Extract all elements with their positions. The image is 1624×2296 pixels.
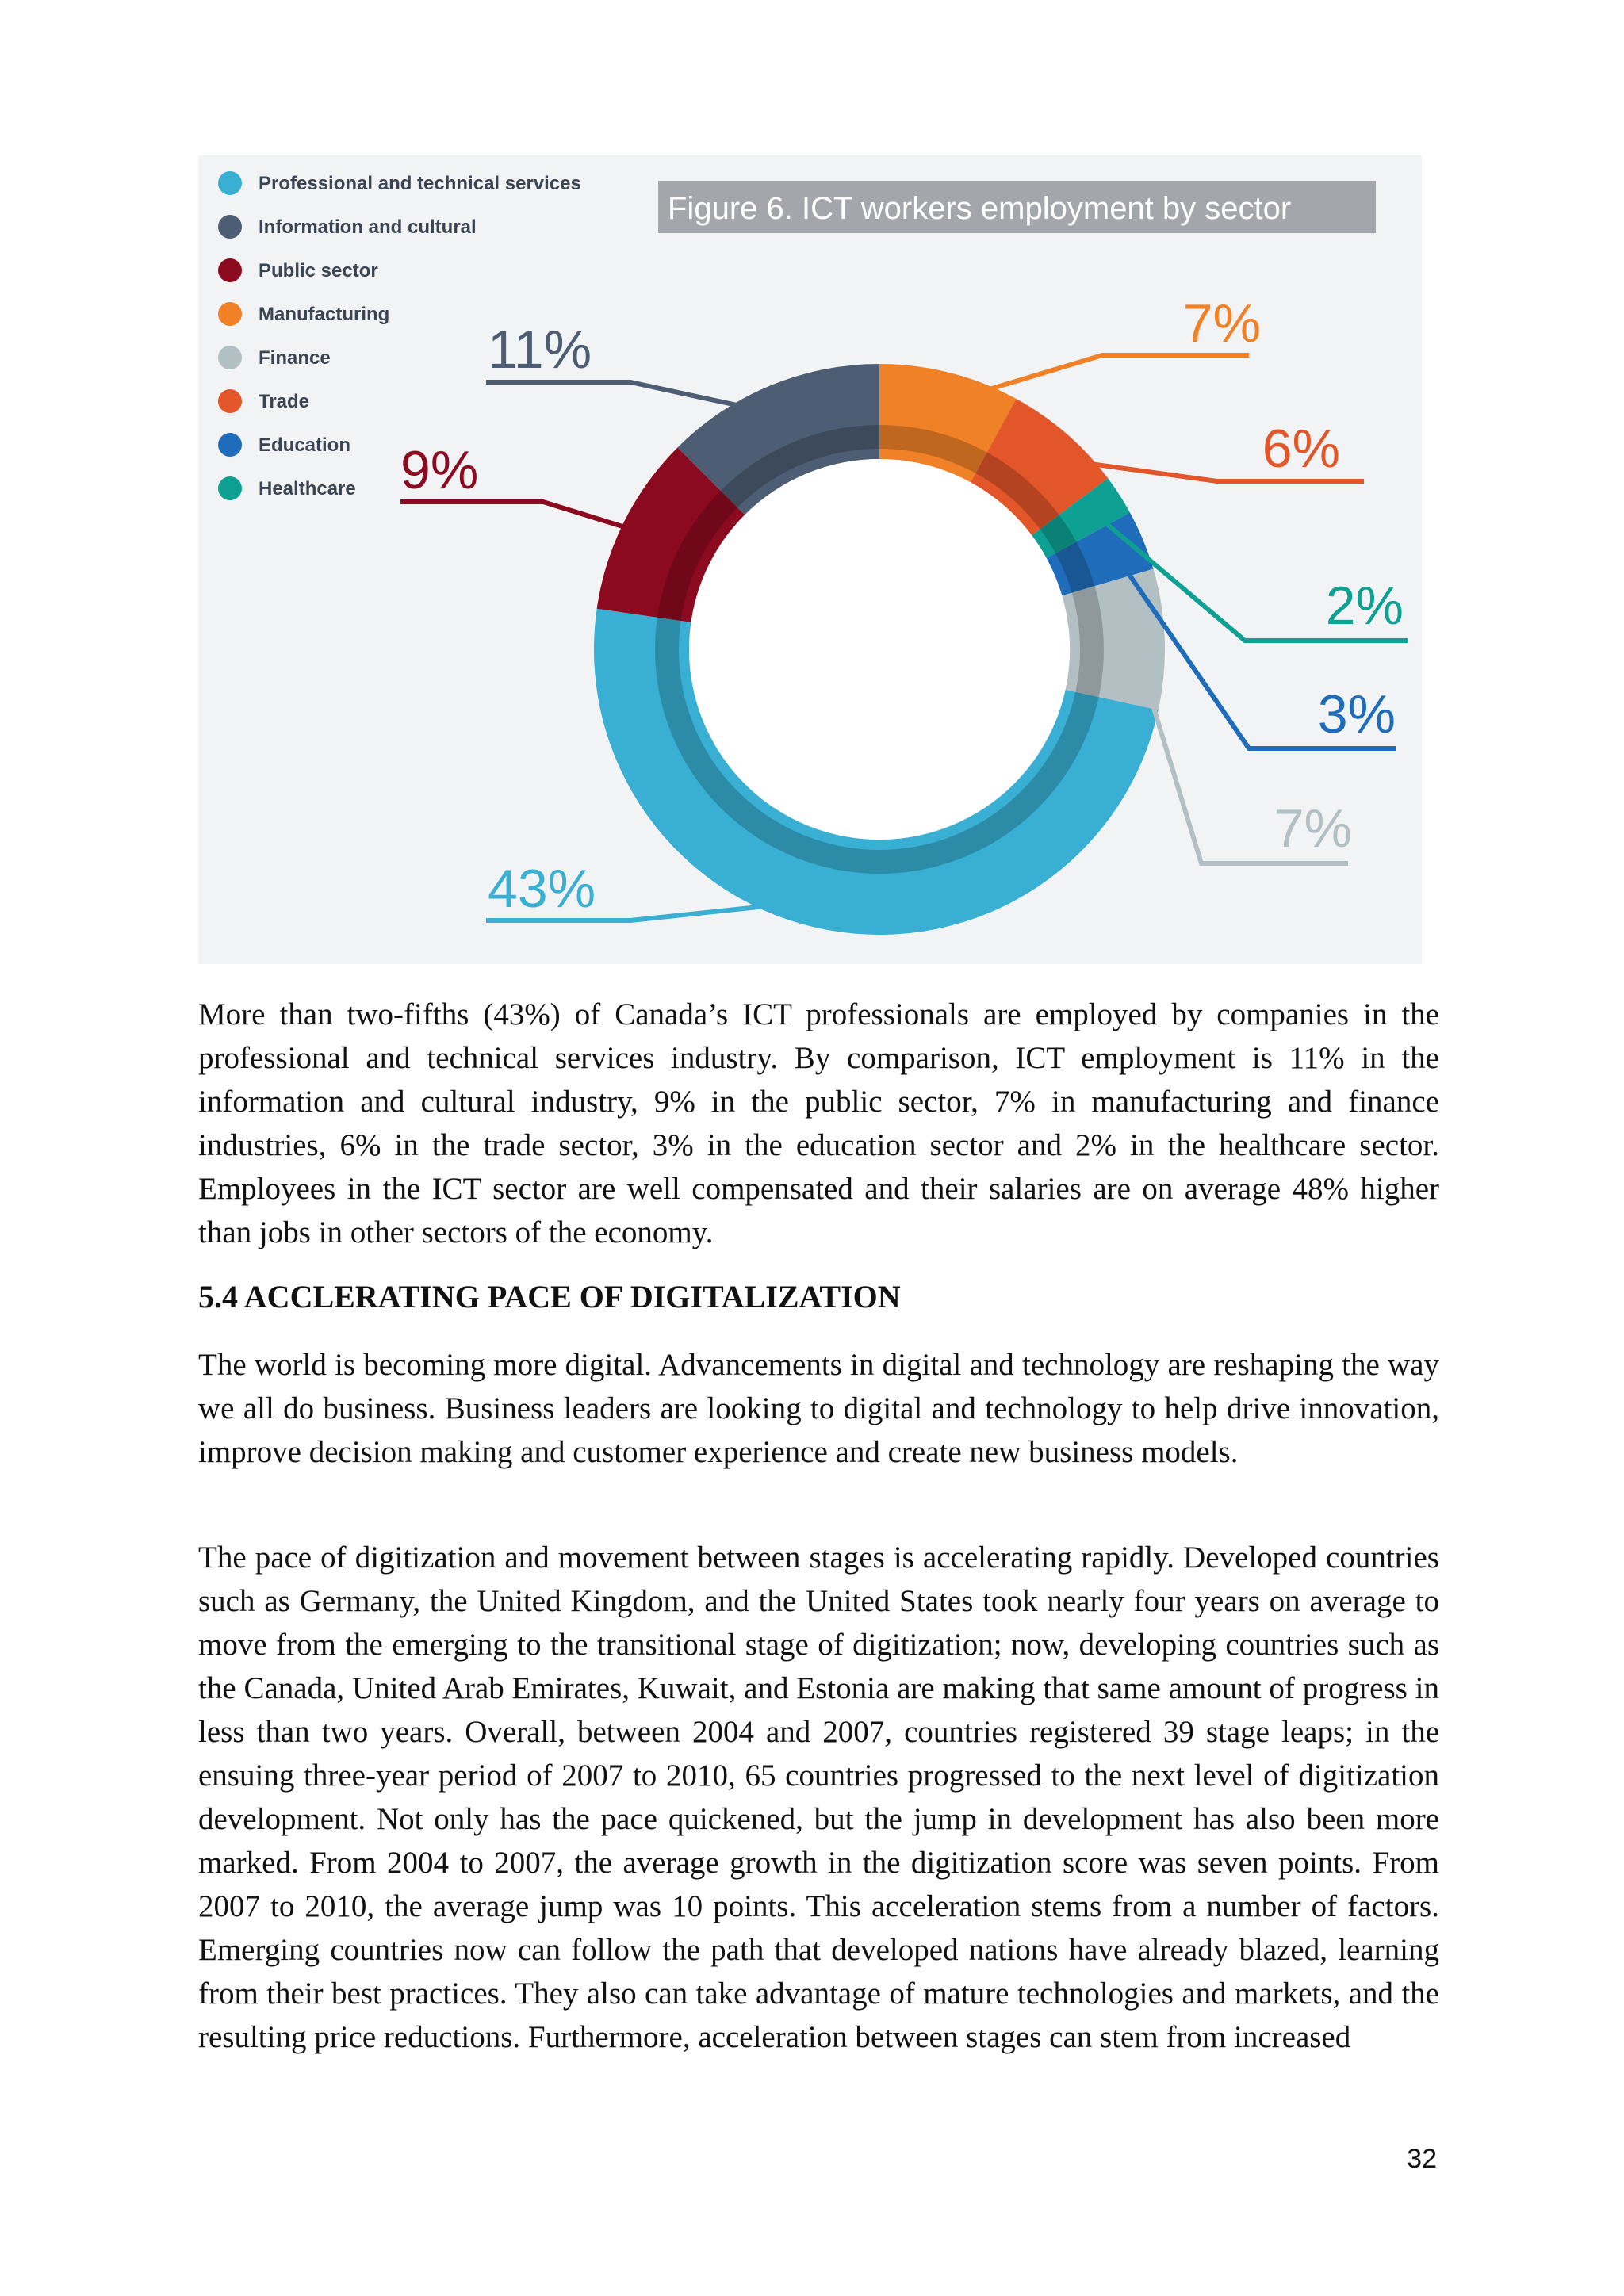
legend-label-finance: Finance [259, 347, 331, 369]
value-label-information-and-cultural: 11% [488, 320, 592, 380]
paragraph-digital-world: The world is becoming more digital. Advancements in digital and technology are reshaping the way we all do business. Business leaders are looking to digital and technology to help drive innovation, improve decision making and customer experience and create new business models. [198, 1348, 1439, 1469]
page-number: 32 [1407, 2144, 1437, 2174]
legend-label-education: Education [259, 434, 351, 456]
legend-marker-public-sector [218, 258, 242, 282]
legend-label-public-sector: Public sector [259, 260, 378, 281]
legend-marker-information-and-cultural [218, 215, 242, 239]
value-label-public-sector: 9% [400, 440, 479, 500]
value-label-manufacturing: 7% [1182, 293, 1261, 354]
value-label-healthcare: 2% [1325, 576, 1404, 636]
legend-label-manufacturing: Manufacturing [259, 304, 390, 325]
legend-label-professional-and-technical-services: Professional and technical services [259, 173, 581, 194]
paragraph-digitization-pace: The pace of digitization and movement between stages is accelerating rapidly. Developed countries such as Germany, the United Kingdom, and the United States took nearly four years on average to move from the emerging to the transitional stage of digitization; now, developing countries such as the Canada, United Arab Emirates, Kuwait, and Estonia are making that same amount of progress in less than two years. Overall, between 2004 and 2007, countries registered 39 stage leaps; in the ensuing three-year period of 2007 to 2010, 65 countries progressed to the next level of digitization development. Not only has the pace quickened, but the jump in development has also been more marked. From 2004 to 2007, the average growth in the digitization score was seven points. From 2007 to 2010, the average jump was 10 points. This acceleration stems from a number of factors. Emerging countries now can follow the path that developed nations have already blazed, learning from their best practices. They also can take advantage of mature technologies and markets, and the resulting price reductions. Furthermore, acceleration between stages can stem from increased [198, 1540, 1439, 2054]
legend-label-healthcare: Healthcare [259, 478, 356, 499]
legend-marker-finance [218, 346, 242, 369]
legend-marker-manufacturing [218, 302, 242, 326]
donut-slices [594, 364, 1165, 935]
legend-marker-healthcare [218, 476, 242, 500]
donut-hole [689, 459, 1070, 840]
leader-line-public-sector [400, 502, 653, 536]
legend-label-information-and-cultural: Information and cultural [259, 216, 477, 238]
legend-marker-education [218, 433, 242, 457]
chart-title: Figure 6. ICT workers employment by sector [668, 191, 1292, 226]
donut-chart-svg [198, 155, 1422, 964]
value-label-education: 3% [1317, 684, 1396, 744]
legend-label-trade: Trade [259, 391, 310, 412]
section-heading: 5.4 ACCLERATING PACE OF DIGITALIZATION [198, 1279, 901, 1314]
paragraph-sector-employment: More than two-fifths (43%) of Canada’s ICT professionals are employed by companies in the professional and technical services industry. By comparison, ICT employment is 11% in the information and cultural industry, 9% in the public sector, 7% in manufacturing and finance industries, 6% in the trade sector, 3% in the education sector and 2% in the healthcare sector. Employees in the ICT sector are well compensated and their salaries are on average 48% higher than jobs in other sectors of the economy. [198, 997, 1439, 1249]
value-label-professional-and-technical-services: 43% [488, 859, 596, 919]
value-label-finance: 7% [1274, 798, 1352, 859]
ict-employment-chart [198, 155, 1422, 964]
value-label-trade: 6% [1262, 419, 1340, 479]
legend-marker-professional-and-technical-services [218, 171, 242, 195]
legend-marker-trade [218, 389, 242, 413]
